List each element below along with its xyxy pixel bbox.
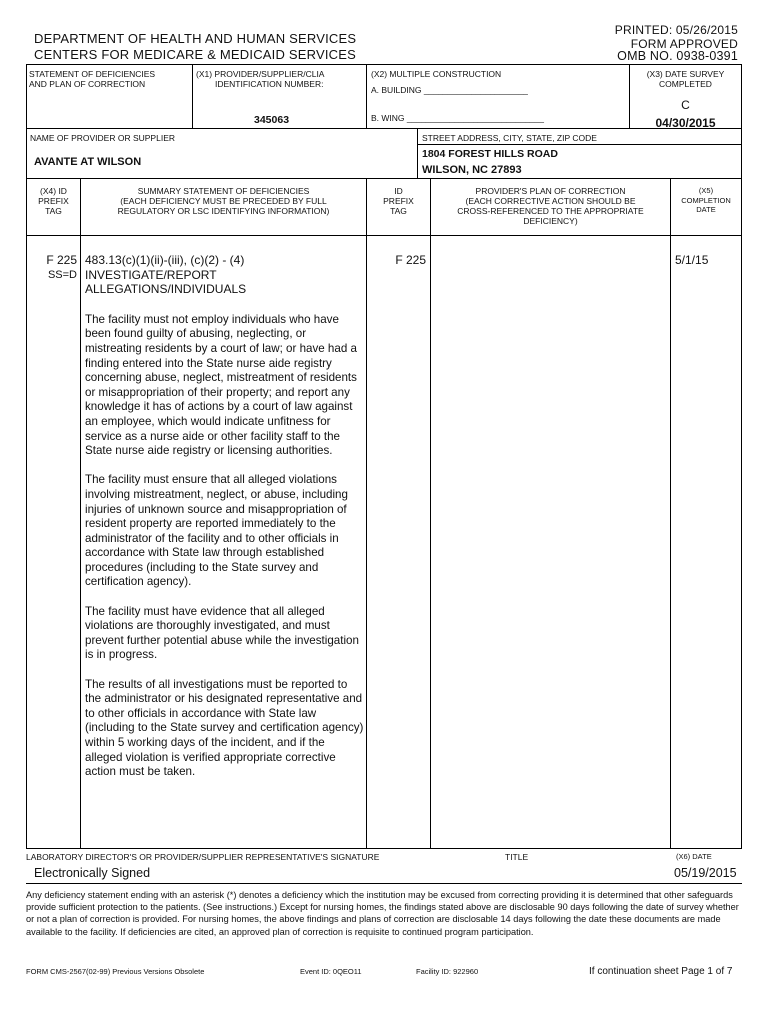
title-label: TITLE xyxy=(505,852,529,862)
address-label: STREET ADDRESS, CITY, STATE, ZIP CODE xyxy=(422,133,597,143)
signature-label: LABORATORY DIRECTOR'S OR PROVIDER/SUPPLIER REPRESENTATIVE'S SIGNATURE xyxy=(26,852,380,862)
plan-header: PROVIDER'S PLAN OF CORRECTION (EACH CORRECTIVE ACTION SHOULD BE CROSS-REFERENCED TO THE APPROPRIATE DEFICIENCY) xyxy=(457,186,644,226)
city-state-zip: WILSON, NC 27893 xyxy=(422,164,522,176)
wing-field: B. WING _____________________________ xyxy=(371,113,544,123)
x1-label-2: IDENTIFICATION NUMBER: xyxy=(215,79,324,89)
scope-severity: SS=D xyxy=(47,269,77,281)
form-approved: FORM APPROVED xyxy=(630,37,738,51)
provider-id: 345063 xyxy=(254,114,290,126)
completion-date: 5/1/15 xyxy=(675,253,709,267)
signature-date-label: (X6) DATE xyxy=(676,852,712,861)
x5-header: (X5) COMPLETION DATE xyxy=(681,186,731,214)
statement-label: STATEMENT OF DEFICIENCIES AND PLAN OF CORRECTION xyxy=(29,69,156,89)
x3-label: (X3) DATE SURVEY COMPLETED xyxy=(646,69,725,89)
deficiency-paragraph: The facility must have evidence that all alleged violations are thoroughly investigated, and must prevent further potential abuse while the investigation is in progress. xyxy=(85,604,359,662)
building-field: A. BUILDING ______________________ xyxy=(371,85,528,95)
summary-header: SUMMARY STATEMENT OF DEFICIENCIES (EACH DEFICIENCY MUST BE PRECEDED BY FULL REGULATORY OR LSC IDENTIFYING INFORMATION) xyxy=(117,186,330,216)
survey-date: 04/30/2015 xyxy=(655,116,716,130)
department-title: DEPARTMENT OF HEALTH AND HUMAN SERVICES xyxy=(34,31,357,46)
deficiency-paragraph: The results of all investigations must be reported to the administrator or his designated representative and to other officials in accordance with State law (including to the State survey and certification agency) within 5 working days of the incident, and if the alleged violation is verified appropriate corrective action must be taken. xyxy=(85,677,364,779)
deficiency-tag: F 225 xyxy=(46,253,77,267)
street-address: 1804 FOREST HILLS ROAD xyxy=(422,148,558,160)
facility-id: Facility ID: 922960 xyxy=(416,967,479,976)
agency-title: CENTERS FOR MEDICARE & MEDICAID SERVICES xyxy=(34,47,356,62)
plan-tag: F 225 xyxy=(395,253,426,267)
id-header: ID PREFIX TAG xyxy=(383,186,414,216)
provider-name-label: NAME OF PROVIDER OR SUPPLIER xyxy=(30,133,175,143)
omb-number: OMB NO. 0938-0391 xyxy=(617,49,738,63)
regulation-citation: 483.13(c)(1)(ii)-(iii), (c)(2) - (4) xyxy=(85,253,245,267)
deficiency-title-2: ALLEGATIONS/INDIVIDUALS xyxy=(85,282,247,297)
provider-name: AVANTE AT WILSON xyxy=(34,156,142,168)
x4-header: (X4) ID PREFIX TAG xyxy=(38,186,69,216)
deficiency-paragraph: The facility must ensure that all alleged violations involving mistreatment, neglect, or abuse, including injuries of unknown source and misappropriation of resident property are reported immediately to the administrator of the facility and to other officials in accordance with State law through established procedures (including to the State survey and certification agency). xyxy=(85,473,348,589)
signature-value: Electronically Signed xyxy=(34,866,151,880)
disclaimer-text: Any deficiency statement ending with an asterisk (*) denotes a deficiency which the institution may be excused from correcting providing it is determined that other safeguards provide sufficient protection to the patients. (See instructions.) Except for nursing homes, the findings stated above are disclosable 90 days following the date of survey whether or not a plan of correction is provided. For nursing homes, the above findings and plans of correction are disclosable 14 days following the date these documents are made available to the facility. If deficiencies are cited, an approved plan of correction is requisite to continued program participation. xyxy=(26,890,739,937)
signature-date: 05/19/2015 xyxy=(674,866,737,880)
survey-type: C xyxy=(681,98,690,112)
deficiency-paragraph: The facility must not employ individuals who have been found guilty of abusing, neglecting, or mistreating residents by a court of law; or have had a finding entered into the State nurse aide registry concerning abuse, neglect, mistreatment of residents or misappropriation of their property; and report any knowledge it has of actions by a court of law against an employee, which would indicate unfitness for service as a nurse aide or other facility staff to the State nurse aide registry or licensing authorities. xyxy=(85,312,357,458)
event-id: Event ID: 0QEO11 xyxy=(300,967,362,976)
x1-label: (X1) PROVIDER/SUPPLIER/CLIA xyxy=(196,69,325,79)
form-number: FORM CMS-2567(02-99) Previous Versions Obsolete xyxy=(26,967,205,976)
page-continuation: If continuation sheet Page 1 of 7 xyxy=(589,966,733,977)
printed-date: PRINTED: 05/26/2015 xyxy=(614,23,738,37)
deficiency-title-1: INVESTIGATE/REPORT xyxy=(85,267,217,282)
x2-label: (X2) MULTIPLE CONSTRUCTION xyxy=(371,69,502,79)
deficiency-text xyxy=(85,253,365,794)
